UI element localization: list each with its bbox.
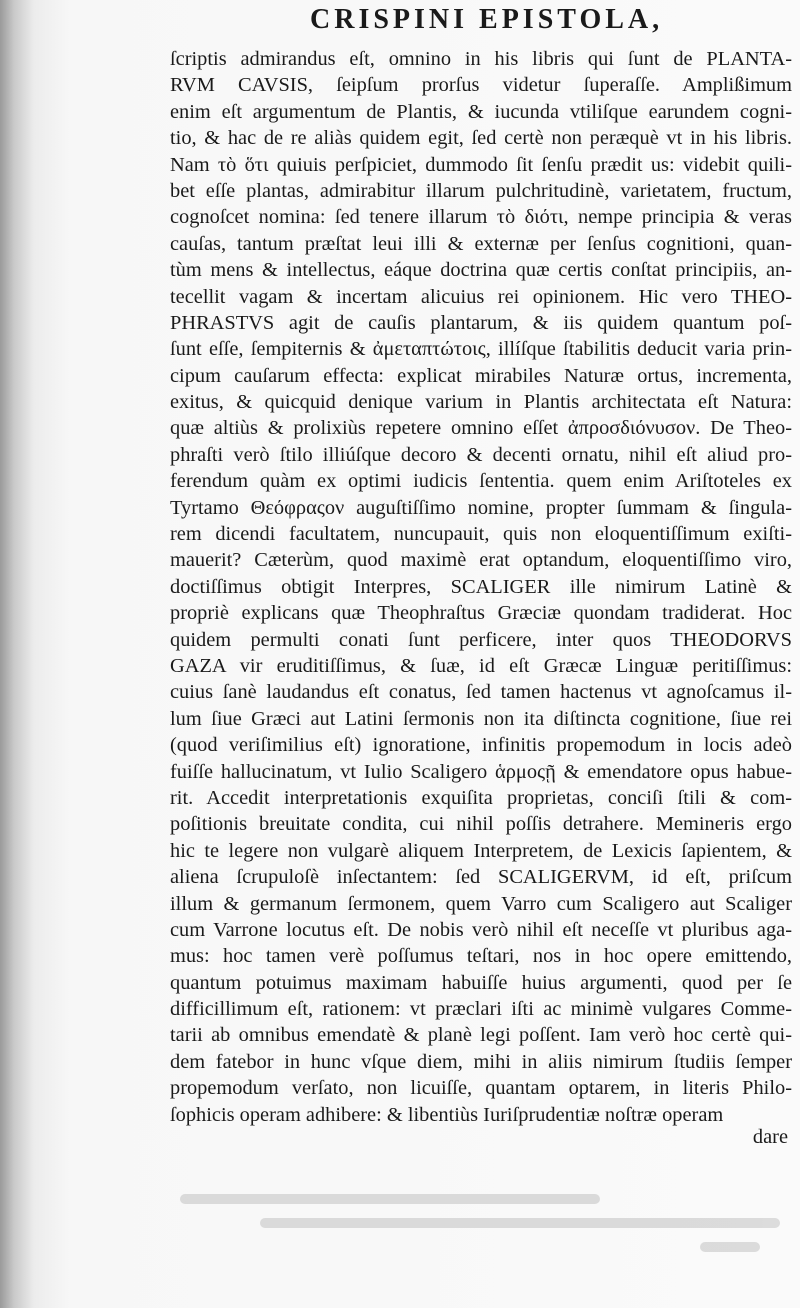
text-line: ſcriptis admirandus eſt, omnino in his libris qui ſunt de PLANTA- xyxy=(170,48,792,70)
text-line: cipum cauſarum effecta: explicat mirabiles Naturæ ortus, incrementa, xyxy=(170,364,792,387)
text-line: cognoſcet nomina: ſed tenere illarum τὸ διότι, nempe principia & veras xyxy=(170,206,792,229)
text-line: ſunt eſſe, ſempiternis & ἀμεταπτώτοις, illíſque ſtabilitis deducit varia prin- xyxy=(170,338,792,361)
text-line: cauſas, tantum præſtat leui illi & externæ per ſenſus cognitioni, quan- xyxy=(170,232,792,255)
text-line: RVM CAVSIS, ſeipſum prorſus videtur ſuperaſſe. Amplißimum xyxy=(170,74,792,97)
text-line: difficillimum eſt, rationem: vt præclari iſti ac minimè vulgares Comme- xyxy=(170,998,792,1021)
text-line: rit. Accedit interpretationis exquiſita proprietas, conciſi ſtili & com- xyxy=(170,786,792,809)
text-line: propemodum verſato, non licuiſſe, quantam optarem, in literis Philo- xyxy=(170,1077,792,1100)
text-line: cuius ſanè laudandus eſt conatus, ſed tamen hactenus vt agnoſcamus il- xyxy=(170,681,792,704)
text-line: rem dicendi facultatem, nuncupauit, quis non eloquentiſſimum exiſti- xyxy=(170,523,792,546)
text-line: lum ſiue Græci aut Latini ſermonis non ita diſtincta cognitione, ſiue rei xyxy=(170,707,792,730)
text-line: bet eſſe plantas, admirabitur illarum pulchritudinè, varietatem, fructum, xyxy=(170,179,792,202)
text-line: hic te legere non vulgarè aliquem Interpretem, de Lexicis ſapientem, & xyxy=(170,839,792,862)
text-line: exitus, & quicquid denique varium in Plantis architectata eſt Natura: xyxy=(170,391,792,414)
text-line: ferendum quàm ex optimi iudicis ſententia. quem enim Ariſtoteles ex xyxy=(170,470,792,493)
text-line: ſophicis operam adhibere: & libentiùs Iuriſprudentiæ noſtræ operam xyxy=(170,1103,724,1126)
text-line: propriè explicans quæ Theophraſtus Græciæ quondam tradiderat. Hoc xyxy=(170,602,792,625)
text-line: tarii ab omnibus emendatè & planè legi poſſent. Iam verò hoc certè qui- xyxy=(170,1024,792,1047)
text-line: phraſti verò ſtilo illiúſque decoro & decenti ornatu, nihil eſt aliud pro- xyxy=(170,443,792,466)
text-line: tùm mens & intellectus, eáque doctrina quæ certis conſtat principiis, an- xyxy=(170,259,792,282)
body-text xyxy=(170,46,792,1128)
text-line: quidem permulti conati ſunt perficere, inter quos THEODORVS xyxy=(170,628,792,651)
text-line: poſitionis breuitate condita, cui nihil poſſis detrahere. Memineris ergo xyxy=(170,813,792,836)
text-line: cum Varrone locutus eſt. De nobis verò nihil eſt neceſſe vt pluribus aga- xyxy=(170,918,792,941)
text-line: dem fatebor in hunc vſque diem, mihi in aliis nimirum ſtudiis ſemper xyxy=(170,1050,792,1073)
text-line: illum & germanum ſermonem, quem Varro cum Scaligero aut Scaliger xyxy=(170,892,792,915)
text-line: mus: hoc tamen verè poſſumus teſtari, nos in hoc opere emittendo, xyxy=(170,945,792,968)
text-line: tecellit vagam & incertam alicuius rei opinionem. Hic vero THEO- xyxy=(170,285,792,308)
text-line: Tyrtamo Θεόφραςον auguſtiſſimo nomine, propter ſummam & ſingula- xyxy=(170,496,792,519)
text-line: mauerit? Cæterùm, quod maximè erat optandum, eloquentiſſimo viro, xyxy=(170,549,792,572)
running-header: CRISPINI EPISTOLA, xyxy=(310,4,664,35)
text-line: Nam τὸ ὅτι quiuis perſpiciet, dummodo ſit ſenſu prædit us: videbit quili- xyxy=(170,153,792,176)
catchword: dare xyxy=(752,1126,788,1148)
text-line: (quod veriſimilius eſt) ignoratione, infinitis propemodum in locis adeò xyxy=(170,734,792,757)
text-line: quantum potuimus maximam habuiſſe huius argumenti, quod per ſe xyxy=(170,971,792,994)
text-line: fuiſſe hallucinatum, vt Iulio Scaligero ἁρμοςῇ & emendatore opus habue- xyxy=(170,760,792,783)
text-line: doctiſſimus obtigit Interpres, SCALIGER ille nimirum Latinè & xyxy=(170,575,792,598)
text-line: PHRASTVS agit de cauſis plantarum, & iis quidem quantum poſ- xyxy=(170,311,792,334)
text-line: GAZA vir eruditiſſimus, & ſuæ, id eſt Græcæ Linguæ peritiſſimus: xyxy=(170,654,792,677)
text-line: aliena ſcrupuloſè inſectantem: ſed SCALIGERVM, id eſt, priſcum xyxy=(170,866,792,889)
show-through-text xyxy=(140,1188,800,1268)
text-line: tio, & hac de re aliàs quidem egit, ſed certè non peræquè vt in his libris. xyxy=(170,127,792,150)
text-line: enim eſt argumentum de Plantis, & iucunda vtiliſque earundem cogni- xyxy=(170,100,792,123)
text-line: quæ altiùs & prolixiùs repetere omnino eſſet ἀπροσδιόνυσον. De Theo- xyxy=(170,417,792,440)
